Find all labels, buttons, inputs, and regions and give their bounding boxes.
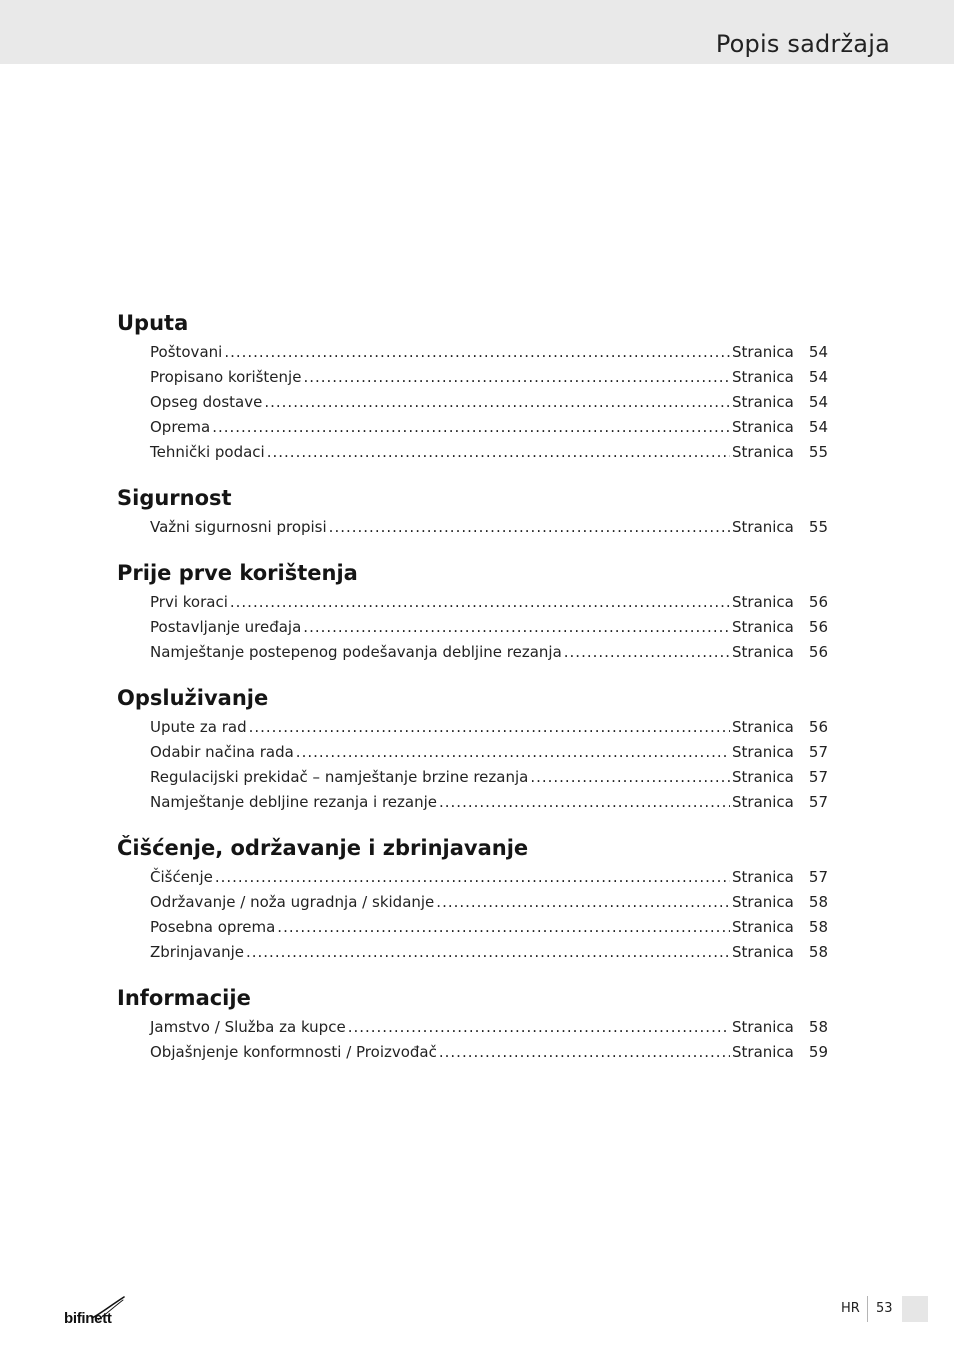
dot-leader <box>329 515 730 540</box>
entry-label: Jamstvo / Služba za kupce <box>150 1018 346 1036</box>
toc-entry[interactable] <box>117 415 828 440</box>
toc-entry[interactable] <box>117 1040 828 1065</box>
section-title: Opsluživanje <box>117 686 269 710</box>
toc-section-uputa <box>117 307 828 465</box>
entry-page-word: Stranica <box>732 893 794 911</box>
dot-leader <box>303 615 730 640</box>
entry-label: Poštovani <box>150 343 223 361</box>
toc-entry[interactable] <box>117 890 828 915</box>
section-entries <box>117 340 828 465</box>
dot-leader <box>303 365 730 390</box>
entry-label: Oprema <box>150 418 211 436</box>
toc-entry[interactable] <box>117 365 828 390</box>
entry-page-word: Stranica <box>732 768 794 786</box>
entry-label: Zbrinjavanje <box>150 943 244 961</box>
section-title: Čišćenje, održavanje i zbrinjavanje <box>117 836 529 860</box>
entry-page-word: Stranica <box>732 443 794 461</box>
entry-page-word: Stranica <box>732 368 794 386</box>
entry-label: Odabir načina rada <box>150 743 294 761</box>
entry-label: Posebna oprema <box>150 918 276 936</box>
toc-section-opsluzivanje <box>117 682 828 815</box>
toc-section-prije-prve-koristenja <box>117 557 828 665</box>
dot-leader <box>530 765 730 790</box>
dot-leader <box>249 715 730 740</box>
toc-entry[interactable] <box>117 740 828 765</box>
entry-page-number: 54 <box>808 368 828 386</box>
entry-page-word: Stranica <box>732 943 794 961</box>
dot-leader <box>246 940 730 965</box>
section-entries <box>117 590 828 665</box>
entry-page-word: Stranica <box>732 393 794 411</box>
entry-page-word: Stranica <box>732 918 794 936</box>
page-edge-tab <box>902 1296 928 1322</box>
entry-page-number: 55 <box>808 518 828 536</box>
entry-page-number: 59 <box>808 1043 828 1061</box>
toc-entry[interactable] <box>117 915 828 940</box>
entry-page-word: Stranica <box>732 343 794 361</box>
dot-leader <box>436 890 730 915</box>
entry-page-word: Stranica <box>732 1018 794 1036</box>
section-title: Prije prve korištenja <box>117 561 358 585</box>
toc-entry[interactable] <box>117 390 828 415</box>
dot-leader <box>439 1040 730 1065</box>
entry-page-number: 56 <box>808 643 828 661</box>
entry-page-word: Stranica <box>732 518 794 536</box>
entry-label: Namještanje debljine rezanja i rezanje <box>150 793 437 811</box>
dot-leader <box>215 865 730 890</box>
table-of-contents <box>117 307 828 1082</box>
entry-label: Opseg dostave <box>150 393 263 411</box>
toc-section-sigurnost <box>117 482 828 540</box>
entry-page-number: 58 <box>808 918 828 936</box>
entry-page-number: 55 <box>808 443 828 461</box>
brand-name: bifinett <box>64 1310 112 1327</box>
entry-label: Namještanje postepenog podešavanja debljine rezanja <box>150 643 562 661</box>
entry-page-word: Stranica <box>732 618 794 636</box>
dot-leader <box>264 390 730 415</box>
entry-page-word: Stranica <box>732 593 794 611</box>
entry-page-number: 54 <box>808 393 828 411</box>
page-number: 53 <box>876 1301 893 1316</box>
section-title: Sigurnost <box>117 486 232 510</box>
toc-entry[interactable] <box>117 590 828 615</box>
section-entries <box>117 715 828 815</box>
entry-page-number: 56 <box>808 718 828 736</box>
toc-entry[interactable] <box>117 515 828 540</box>
toc-entry[interactable] <box>117 640 828 665</box>
dot-leader <box>439 790 730 815</box>
section-title: Uputa <box>117 311 189 335</box>
entry-page-number: 57 <box>808 793 828 811</box>
toc-entry[interactable] <box>117 765 828 790</box>
toc-entry[interactable] <box>117 715 828 740</box>
toc-entry[interactable] <box>117 940 828 965</box>
entry-page-word: Stranica <box>732 718 794 736</box>
entry-label: Tehnički podaci <box>150 443 265 461</box>
entry-label: Čišćenje <box>150 868 213 886</box>
dot-leader <box>267 440 730 465</box>
language-code: HR <box>841 1301 860 1316</box>
brand-logo <box>64 1296 134 1330</box>
entry-page-number: 58 <box>808 1018 828 1036</box>
section-entries <box>117 515 828 540</box>
entry-page-number: 54 <box>808 418 828 436</box>
toc-entry[interactable] <box>117 790 828 815</box>
entry-page-number: 56 <box>808 593 828 611</box>
dot-leader <box>230 590 730 615</box>
entry-page-word: Stranica <box>732 418 794 436</box>
entry-page-number: 56 <box>808 618 828 636</box>
toc-entry[interactable] <box>117 615 828 640</box>
entry-page-number: 58 <box>808 943 828 961</box>
page-title: Popis sadržaja <box>715 30 890 58</box>
entry-page-word: Stranica <box>732 743 794 761</box>
entry-label: Propisano korištenje <box>150 368 302 386</box>
toc-entry[interactable] <box>117 340 828 365</box>
entry-page-number: 57 <box>808 868 828 886</box>
toc-section-ciscenje <box>117 832 828 965</box>
entry-page-word: Stranica <box>732 793 794 811</box>
toc-entry[interactable] <box>117 865 828 890</box>
footer-divider <box>867 1296 868 1322</box>
dot-leader <box>348 1015 730 1040</box>
entry-page-number: 57 <box>808 743 828 761</box>
entry-label: Upute za rad <box>150 718 247 736</box>
toc-entry[interactable] <box>117 440 828 465</box>
entry-label: Važni sigurnosni propisi <box>150 518 327 536</box>
entry-page-word: Stranica <box>732 1043 794 1061</box>
section-entries <box>117 1015 828 1065</box>
entry-page-number: 54 <box>808 343 828 361</box>
entry-label: Postavljanje uređaja <box>150 618 302 636</box>
entry-label: Objašnjenje konformnosti / Proizvođač <box>150 1043 437 1061</box>
entry-label: Održavanje / noža ugradnja / skidanje <box>150 893 435 911</box>
section-title: Informacije <box>117 986 251 1010</box>
dot-leader <box>277 915 730 940</box>
entry-label: Regulacijski prekidač – namještanje brzine rezanja <box>150 768 529 786</box>
section-entries <box>117 865 828 965</box>
entry-page-word: Stranica <box>732 868 794 886</box>
dot-leader <box>224 340 730 365</box>
toc-section-informacije <box>117 982 828 1065</box>
entry-page-number: 57 <box>808 768 828 786</box>
entry-label: Prvi koraci <box>150 593 228 611</box>
dot-leader <box>212 415 730 440</box>
entry-page-word: Stranica <box>732 643 794 661</box>
entry-page-number: 58 <box>808 893 828 911</box>
toc-entry[interactable] <box>117 1015 828 1040</box>
dot-leader <box>296 740 730 765</box>
dot-leader <box>564 640 730 665</box>
